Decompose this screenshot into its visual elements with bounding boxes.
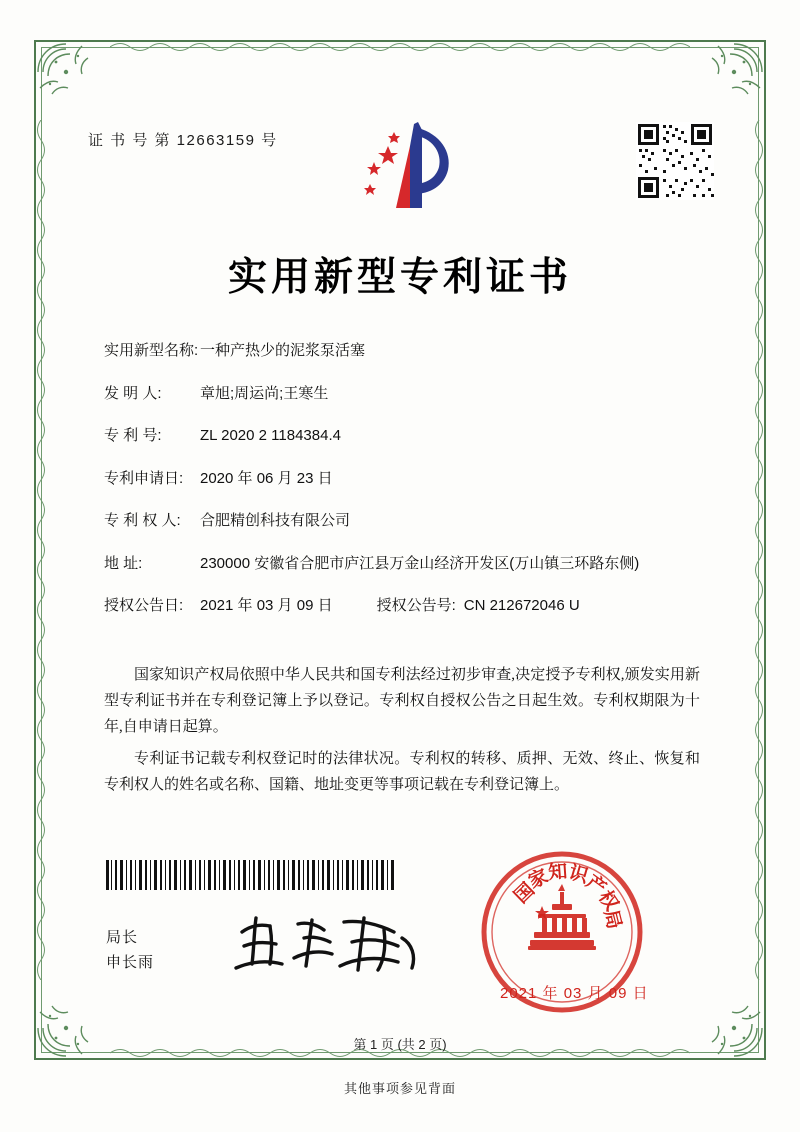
- field-label: 实用新型名称:: [104, 342, 199, 359]
- field-row-inventor: [104, 383, 704, 406]
- field-label-grant-number: 授权公告号:: [376, 597, 456, 614]
- director-label: 局长: [106, 929, 139, 946]
- field-row-utility-model-name: [104, 340, 704, 363]
- handwritten-signature: [232, 908, 422, 978]
- cnipa-logo-icon: [352, 118, 462, 214]
- field-value: 一种产热少的泥浆泵活塞: [200, 342, 366, 359]
- field-value: 230000 安徽省合肥市庐江县万金山经济开发区(万山镇三环路东侧): [200, 554, 640, 572]
- legal-text: [104, 662, 700, 804]
- field-value: 合肥精创科技有限公司: [200, 512, 351, 529]
- field-label: 专 利 权 人:: [104, 512, 181, 529]
- seal-date: 2021 年 03 月 09 日: [500, 985, 649, 1002]
- legal-paragraph-1: 国家知识产权局依照中华人民共和国专利法经过初步审查,决定授予专利权,颁发实用新型专利证书并在专利登记簿上予以登记。专利权自授权公告之日起生效。专利权期限为十年,自申请日起算。: [104, 667, 700, 735]
- field-value: 2021 年 03 月 09 日: [200, 597, 333, 614]
- field-label: 专利申请日:: [104, 469, 184, 487]
- footnote: 其他事项参见背面: [343, 1081, 456, 1096]
- director-name: 申长雨: [106, 954, 155, 971]
- svg-text:国: 国: [510, 879, 539, 908]
- field-value: 2020 年 06 月 23 日: [200, 469, 333, 487]
- page-title: 实用新型专利证书: [227, 256, 572, 299]
- svg-text:家: 家: [525, 866, 552, 893]
- field-value: ZL 2020 2 1184384.4: [200, 427, 341, 444]
- certificate-number: 证 书 号 第 12663159 号: [88, 132, 278, 149]
- field-label: 发 明 人:: [104, 384, 162, 402]
- director-block: [106, 925, 154, 975]
- legal-paragraph-2: 专利证书记载专利权登记时的法律状况。专利权的转移、质押、无效、终止、恢复和专利权人的姓名或名称、国籍、地址变更等事项记载在专利登记簿上。: [104, 751, 700, 793]
- field-list: [104, 340, 704, 638]
- qr-code: [636, 122, 714, 200]
- svg-text:识: 识: [566, 862, 591, 888]
- field-label: 授权公告日:: [104, 597, 184, 614]
- barcode: [106, 860, 396, 890]
- field-row-application-date: [104, 468, 704, 491]
- page-number: 第 1 页 (共 2 页): [353, 1037, 447, 1052]
- field-label: 地 址:: [104, 554, 143, 572]
- field-row-address: [104, 553, 704, 576]
- field-label: 专 利 号:: [104, 427, 162, 444]
- svg-text:产: 产: [581, 871, 610, 900]
- field-row-patent-number: [104, 425, 704, 448]
- svg-text:局: 局: [599, 907, 625, 932]
- svg-text:知: 知: [547, 861, 569, 884]
- field-value-grant-number: CN 212672046 U: [463, 597, 580, 614]
- field-value: 章旭;周运尚;王寒生: [200, 384, 329, 402]
- field-row-patentee: [104, 510, 704, 533]
- field-row-grant-announcement: [104, 595, 704, 618]
- svg-text:权: 权: [593, 887, 623, 915]
